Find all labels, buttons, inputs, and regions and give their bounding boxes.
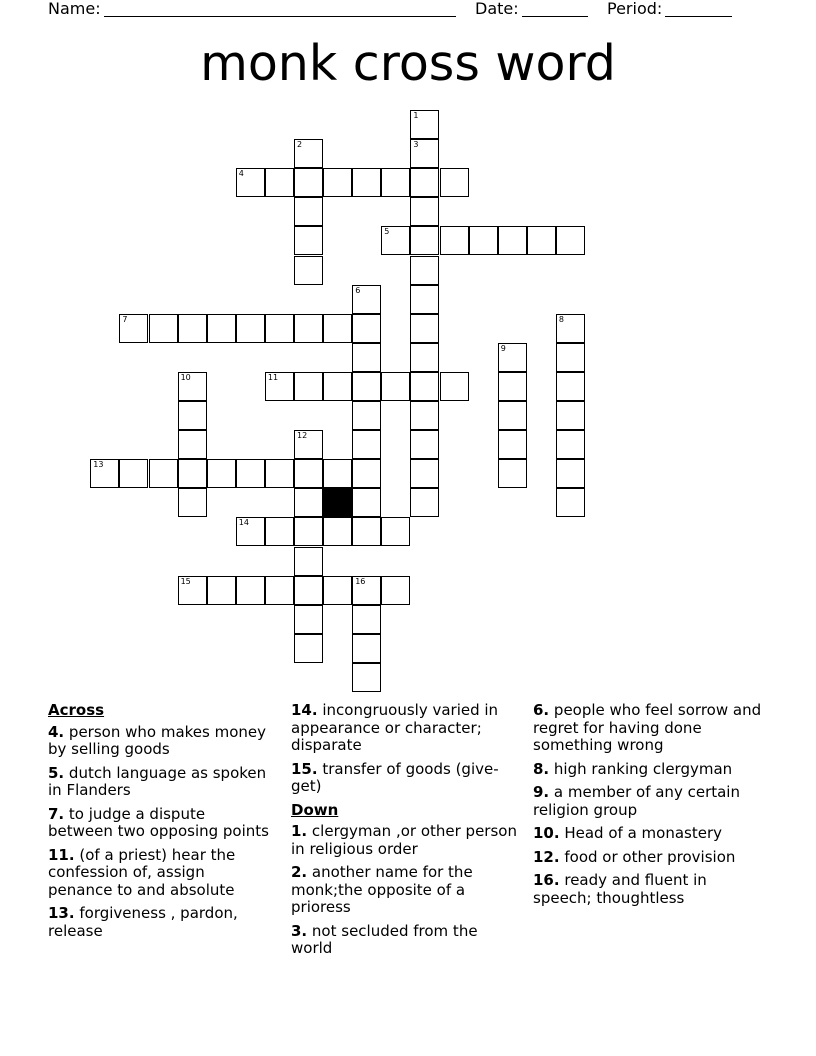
grid-cell[interactable] bbox=[556, 488, 585, 517]
grid-cell[interactable] bbox=[410, 430, 439, 459]
grid-cell[interactable] bbox=[352, 401, 381, 430]
grid-cell[interactable] bbox=[352, 488, 381, 517]
clue-number: 2 bbox=[297, 140, 303, 150]
grid-cell[interactable] bbox=[352, 576, 381, 605]
clues-column-2 bbox=[291, 702, 519, 964]
clue-number: 6 bbox=[355, 285, 361, 295]
grid-cell[interactable] bbox=[294, 517, 323, 546]
grid-cell[interactable] bbox=[410, 488, 439, 517]
grid-cell[interactable] bbox=[381, 372, 410, 401]
clue-number: 13 bbox=[93, 460, 104, 470]
grid-cell[interactable] bbox=[178, 314, 207, 343]
clue-number: 4 bbox=[238, 169, 244, 179]
grid-cell[interactable] bbox=[236, 168, 265, 197]
grid-cell[interactable] bbox=[236, 314, 265, 343]
grid-cell[interactable] bbox=[498, 372, 527, 401]
grid-cell[interactable] bbox=[381, 576, 410, 605]
grid-cell[interactable] bbox=[410, 110, 439, 139]
clue-number: 5 bbox=[384, 227, 390, 237]
clue-down-2: 2. another name for the monk;the opposite of a prioress bbox=[291, 863, 473, 916]
grid-cell[interactable] bbox=[556, 226, 585, 255]
clue-across-14: 14. incongruously varied in appearance or character; disparate bbox=[291, 701, 499, 754]
grid-cell[interactable] bbox=[352, 517, 381, 546]
grid-cell[interactable] bbox=[294, 576, 323, 605]
grid-cell[interactable] bbox=[556, 314, 585, 343]
date-label: Date: bbox=[475, 0, 519, 18]
grid-cell[interactable] bbox=[323, 459, 352, 488]
grid-cell[interactable] bbox=[294, 488, 323, 517]
grid-cell[interactable] bbox=[265, 372, 294, 401]
grid-cell[interactable] bbox=[294, 256, 323, 285]
grid-cell[interactable] bbox=[498, 226, 527, 255]
clue-across-4: 4. person who makes money by selling goods bbox=[48, 722, 266, 758]
grid-cell[interactable] bbox=[323, 576, 352, 605]
down-heading: Down bbox=[291, 800, 339, 819]
grid-cell[interactable] bbox=[265, 576, 294, 605]
grid-cell[interactable] bbox=[90, 459, 119, 488]
clue-across-13: 13. forgiveness , pardon, release bbox=[48, 904, 238, 940]
grid-cell[interactable] bbox=[556, 430, 585, 459]
grid-cell[interactable] bbox=[178, 576, 207, 605]
clue-number: 9 bbox=[500, 343, 506, 353]
grid-cell[interactable] bbox=[294, 168, 323, 197]
grid-cell[interactable] bbox=[178, 372, 207, 401]
grid-cell[interactable] bbox=[294, 197, 323, 226]
grid-cell[interactable] bbox=[410, 401, 439, 430]
grid-cell[interactable] bbox=[119, 314, 148, 343]
grid-cell[interactable] bbox=[294, 226, 323, 255]
grid-cell[interactable] bbox=[440, 168, 469, 197]
grid-cell[interactable] bbox=[352, 634, 381, 663]
grid-cell[interactable] bbox=[236, 517, 265, 546]
grid-cell[interactable] bbox=[556, 372, 585, 401]
clues-column-1 bbox=[48, 702, 273, 946]
clue-number: 16 bbox=[355, 576, 366, 586]
grid-cell[interactable] bbox=[323, 168, 352, 197]
clue-number: 12 bbox=[297, 431, 308, 441]
grid-cell[interactable] bbox=[352, 314, 381, 343]
grid-cell[interactable] bbox=[352, 459, 381, 488]
grid-cell[interactable] bbox=[178, 401, 207, 430]
clue-number: 15 bbox=[180, 576, 191, 586]
grid-cell[interactable] bbox=[352, 285, 381, 314]
grid-cell[interactable] bbox=[294, 605, 323, 634]
clues-column-3 bbox=[533, 702, 765, 913]
grid-cell[interactable] bbox=[294, 314, 323, 343]
grid-cell[interactable] bbox=[498, 343, 527, 372]
clue-number: 10 bbox=[180, 372, 191, 382]
grid-cell[interactable] bbox=[527, 226, 556, 255]
grid-cell[interactable] bbox=[149, 459, 178, 488]
grid-cell[interactable] bbox=[323, 517, 352, 546]
grid-cell[interactable] bbox=[498, 459, 527, 488]
grid-cell[interactable] bbox=[265, 459, 294, 488]
grid-cell[interactable] bbox=[556, 401, 585, 430]
grid-cell[interactable] bbox=[352, 343, 381, 372]
grid-cell[interactable] bbox=[410, 343, 439, 372]
grid-cell[interactable] bbox=[178, 430, 207, 459]
grid-cell[interactable] bbox=[381, 517, 410, 546]
grid-cell[interactable] bbox=[410, 256, 439, 285]
grid-cell[interactable] bbox=[178, 488, 207, 517]
grid-cell[interactable] bbox=[352, 168, 381, 197]
clue-number: 8 bbox=[558, 314, 564, 324]
grid-cell[interactable] bbox=[440, 226, 469, 255]
grid-cell[interactable] bbox=[323, 314, 352, 343]
grid-black-cell bbox=[323, 488, 352, 517]
grid-cell[interactable] bbox=[410, 285, 439, 314]
grid-cell[interactable] bbox=[178, 459, 207, 488]
grid-cell[interactable] bbox=[440, 372, 469, 401]
grid-cell[interactable] bbox=[119, 459, 148, 488]
clue-down-16: 16. ready and fluent in speech; thoughtless bbox=[533, 871, 707, 907]
clue-down-9: 9. a member of any certain religion group bbox=[533, 783, 740, 819]
clue-number: 3 bbox=[413, 140, 419, 150]
grid-cell[interactable] bbox=[410, 314, 439, 343]
clue-number: 1 bbox=[413, 111, 419, 120]
clue-down-1: 1. clergyman ,or other person in religious order bbox=[291, 822, 517, 858]
grid-cell[interactable] bbox=[410, 139, 439, 168]
grid-cell[interactable] bbox=[381, 226, 410, 255]
grid-cell[interactable] bbox=[352, 372, 381, 401]
grid-cell[interactable] bbox=[410, 459, 439, 488]
grid-cell[interactable] bbox=[207, 576, 236, 605]
clue-across-15: 15. transfer of goods (give-get) bbox=[291, 759, 499, 795]
period-label: Period: bbox=[607, 0, 663, 18]
grid-cell[interactable] bbox=[381, 168, 410, 197]
grid-cell[interactable] bbox=[294, 372, 323, 401]
across-heading: Across bbox=[48, 701, 105, 719]
grid-cell[interactable] bbox=[265, 517, 294, 546]
grid-cell[interactable] bbox=[498, 401, 527, 430]
grid-cell[interactable] bbox=[352, 663, 381, 692]
grid-cell[interactable] bbox=[294, 459, 323, 488]
grid-cell[interactable] bbox=[410, 226, 439, 255]
clue-number: 11 bbox=[267, 372, 279, 382]
grid-cell[interactable] bbox=[207, 459, 236, 488]
grid-cell[interactable] bbox=[410, 372, 439, 401]
clue-number: 14 bbox=[238, 518, 249, 528]
clue-across-5: 5. dutch language as spoken in Flanders bbox=[48, 763, 267, 799]
grid-cell[interactable] bbox=[498, 430, 527, 459]
grid-cell[interactable] bbox=[236, 576, 265, 605]
page-title: monk cross word bbox=[200, 35, 616, 92]
clue-across-11: 11. (of a priest) hear the confession of, assign penance to and absolute bbox=[48, 845, 236, 899]
grid-cell[interactable] bbox=[410, 168, 439, 197]
name-label: Name: bbox=[48, 0, 101, 18]
grid-cell[interactable] bbox=[294, 139, 323, 168]
grid-cell[interactable] bbox=[352, 605, 381, 634]
grid-cell[interactable] bbox=[294, 634, 323, 663]
clue-down-12: 12. food or other provision bbox=[533, 847, 736, 866]
grid-cell[interactable] bbox=[469, 226, 498, 255]
grid-cell[interactable] bbox=[556, 343, 585, 372]
clue-down-8: 8. high ranking clergyman bbox=[533, 759, 733, 778]
grid-cell[interactable] bbox=[323, 372, 352, 401]
clue-down-6: 6. people who feel sorrow and regret for having done something wrong bbox=[533, 701, 762, 754]
grid-cell[interactable] bbox=[352, 430, 381, 459]
clue-number: 7 bbox=[122, 314, 128, 324]
clue-down-3: 3. not secluded from the world bbox=[291, 921, 478, 957]
clue-down-10: 10. Head of a monastery bbox=[533, 824, 722, 842]
grid-cell[interactable] bbox=[265, 314, 294, 343]
grid-cell[interactable] bbox=[556, 459, 585, 488]
clue-across-7: 7. to judge a dispute between two opposing points bbox=[48, 804, 269, 840]
grid-cell[interactable] bbox=[236, 459, 265, 488]
grid-cell[interactable] bbox=[265, 168, 294, 197]
grid-cell[interactable] bbox=[294, 547, 323, 576]
grid-cell[interactable] bbox=[149, 314, 178, 343]
grid-cell[interactable] bbox=[294, 430, 323, 459]
grid-cell[interactable] bbox=[410, 197, 439, 226]
grid-cell[interactable] bbox=[207, 314, 236, 343]
